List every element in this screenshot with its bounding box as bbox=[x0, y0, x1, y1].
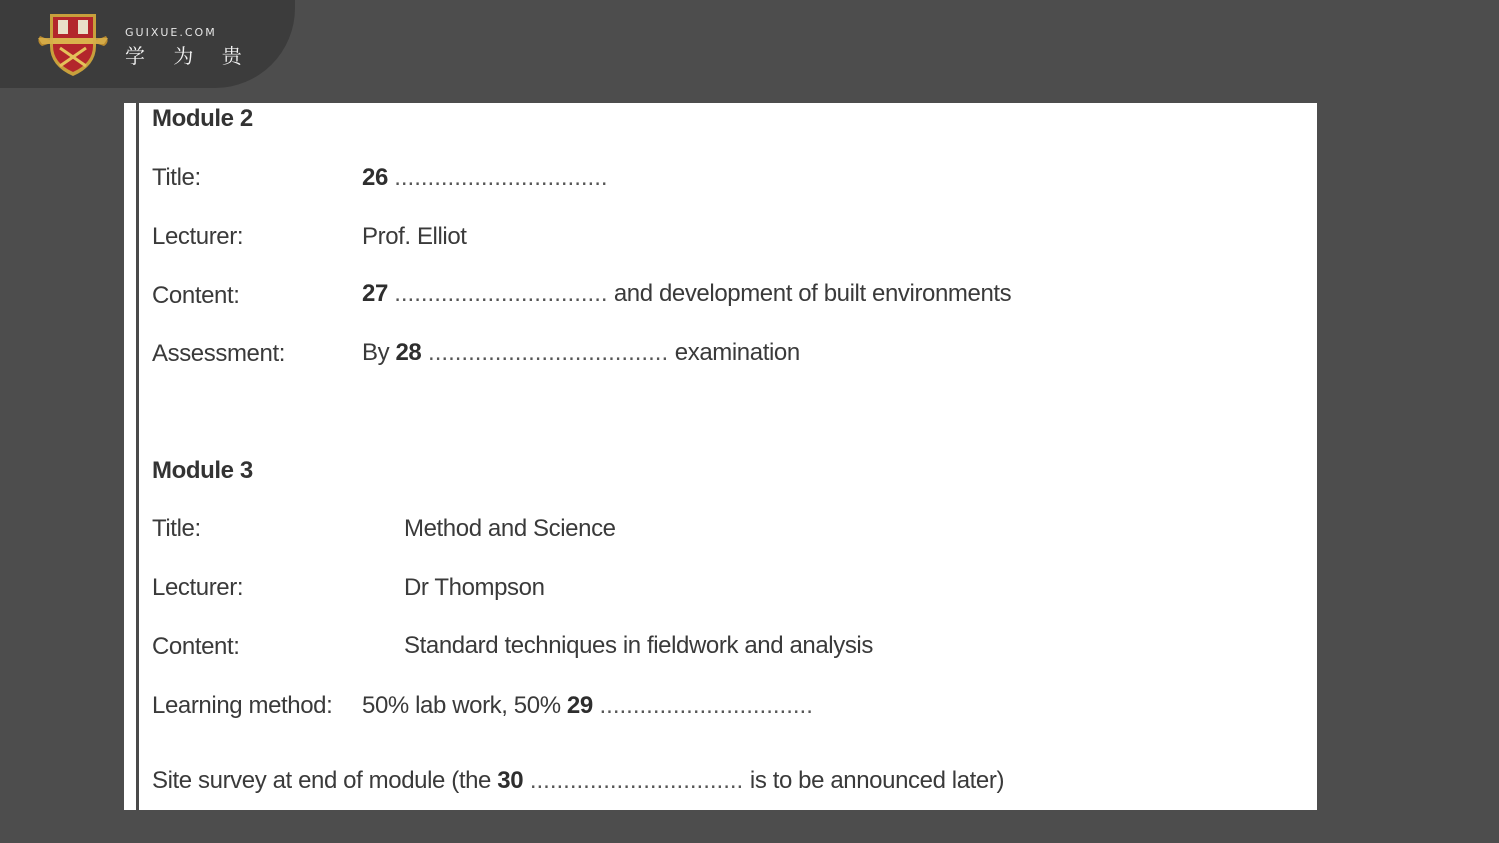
module3-lecturer-value: Dr Thompson bbox=[404, 574, 545, 601]
module3-content-label: Content: bbox=[152, 633, 240, 660]
survey-suffix: is to be announced later) bbox=[749, 767, 1005, 794]
module3-method-label: Learning method: bbox=[152, 692, 333, 719]
module2-title-label: Title: bbox=[152, 164, 201, 191]
module3-title-value: Method and Science bbox=[404, 515, 616, 542]
question-30-blank[interactable]: ................................ bbox=[523, 767, 750, 794]
module2-assessment-answer bbox=[362, 339, 800, 367]
module2-heading: Module 2 bbox=[152, 105, 253, 132]
module3-heading: Module 3 bbox=[152, 457, 253, 484]
brand-chinese: 学 为 贵 bbox=[125, 44, 253, 68]
module2-content-answer bbox=[362, 280, 1011, 308]
module2-lecturer-label: Lecturer: bbox=[152, 223, 244, 250]
brand-site: GUIXUE.COM bbox=[125, 26, 217, 39]
module2-lecturer-value: Prof. Elliot bbox=[362, 223, 467, 250]
question-27-blank[interactable]: ................................ bbox=[394, 280, 608, 307]
assessment-suffix: examination bbox=[674, 339, 800, 366]
module2-title-answer bbox=[362, 164, 608, 192]
crest-logo-icon bbox=[34, 8, 112, 80]
question-28-blank[interactable]: .................................... bbox=[421, 339, 675, 366]
question-30-number: 30 bbox=[497, 767, 524, 794]
survey-prefix: Site survey at end of module (the bbox=[152, 767, 498, 794]
module3-method-answer bbox=[362, 692, 813, 720]
question-29-blank[interactable]: ................................ bbox=[592, 692, 813, 719]
module2-content-label: Content: bbox=[152, 282, 240, 309]
module2-content-text: and development of built environments bbox=[607, 280, 1012, 307]
question-27-number: 27 bbox=[362, 280, 388, 307]
question-29-number: 29 bbox=[566, 692, 593, 719]
question-28-number: 28 bbox=[395, 339, 422, 366]
site-survey-line bbox=[152, 767, 1004, 795]
logo-tab bbox=[0, 0, 295, 88]
question-26-number: 26 bbox=[362, 164, 388, 191]
question-26-blank[interactable]: ................................ bbox=[394, 164, 608, 191]
method-prefix: 50% lab work, 50% bbox=[362, 692, 567, 719]
module3-title-label: Title: bbox=[152, 515, 201, 542]
margin-rule bbox=[136, 103, 139, 810]
document-page bbox=[124, 103, 1317, 810]
module3-content-value: Standard techniques in fieldwork and analysis bbox=[404, 632, 873, 659]
module3-lecturer-label: Lecturer: bbox=[152, 574, 244, 601]
module2-assessment-label: Assessment: bbox=[152, 340, 285, 367]
assessment-prefix: By bbox=[362, 339, 396, 366]
